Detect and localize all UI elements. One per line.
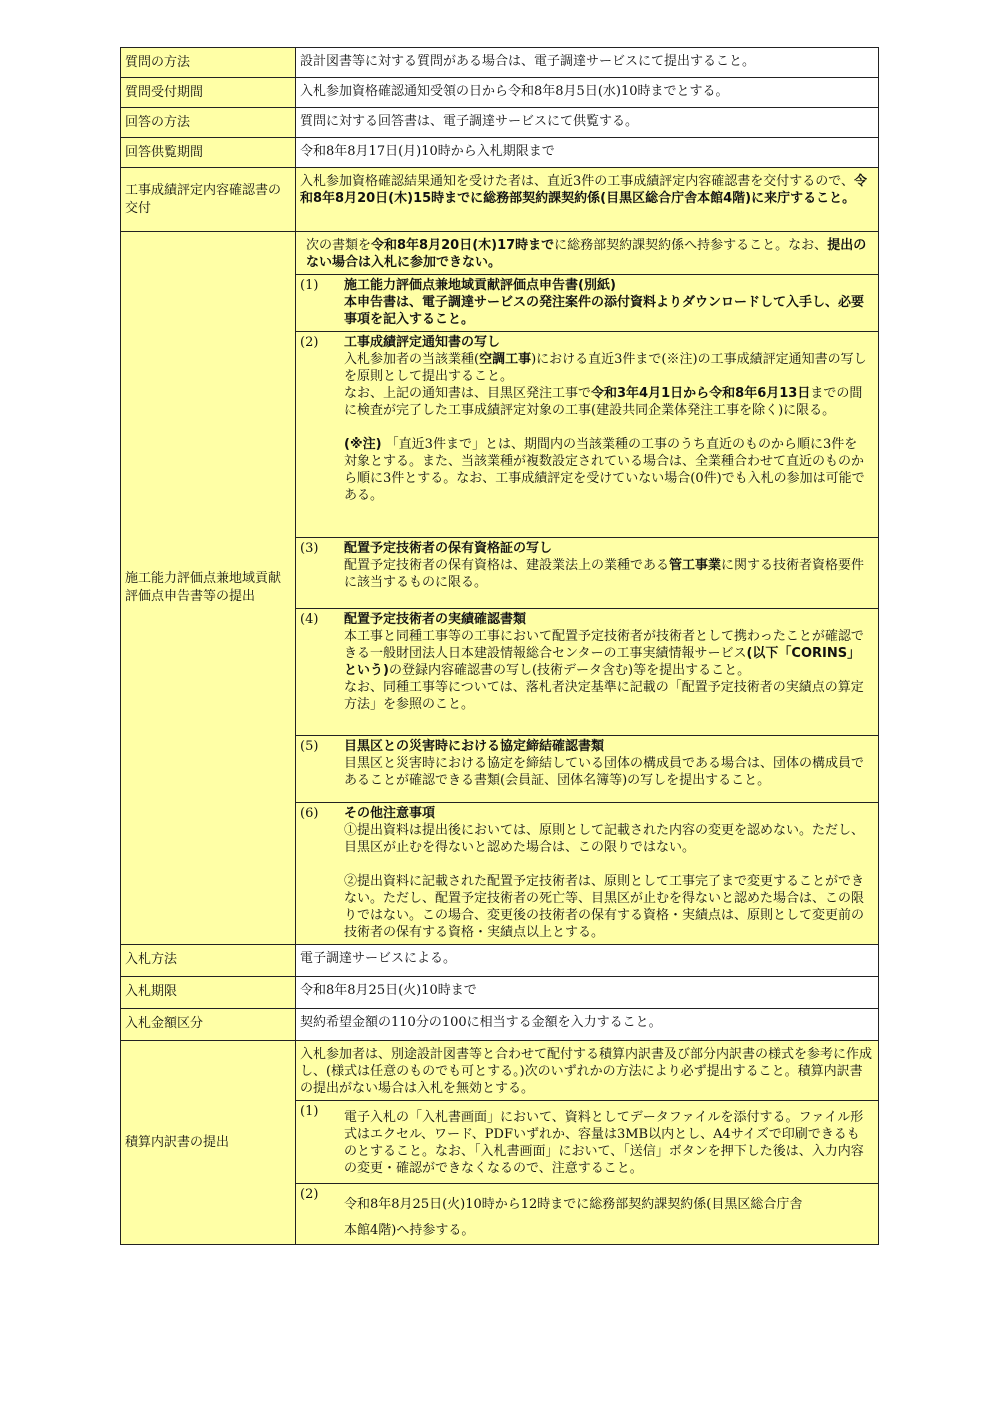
row-value: 令和8年8月17日(月)10時から入札期限まで: [296, 138, 879, 168]
sub-text: [344, 385, 870, 419]
eval-text: 入札参加資格確認結果通知を受けた者は、直近3件の工事成績評定内容確認書を交付するので、: [300, 174, 855, 189]
sub-item-5: [296, 735, 878, 802]
row-value: [296, 1041, 879, 1245]
text: )における直近3件まで(※注)の工事成績評定通知書の写しを原則として提出すること。: [344, 352, 867, 384]
sub-body: [344, 332, 878, 537]
row-answer-period: [121, 138, 879, 168]
row-question-period: [121, 78, 879, 108]
text: までの間に検査が完了した工事成績評定対象の工事(建設共同企業体発注工事を除く)に限る。: [344, 386, 863, 418]
row-value: [296, 168, 879, 232]
row-label: 質問受付期間: [121, 78, 296, 108]
sub-text: [344, 628, 870, 679]
row-value: 契約希望金額の110分の100に相当する金額を入力すること。: [296, 1009, 879, 1041]
row-label: 工事成績評定内容確認書の交付: [121, 168, 296, 232]
sub-title: 施工能力評価点兼地域貢献評価点申告書(別紙): [344, 278, 616, 293]
sub-number: (2): [300, 335, 319, 350]
intro-warning: 提出のない場合は入札に参加できない。: [306, 238, 867, 270]
sub-item-6: [296, 802, 878, 941]
sub-number: (3): [300, 541, 319, 556]
row-bid-method: [121, 945, 879, 977]
sub-note: [344, 436, 870, 504]
row-value: 設計図書等に対する質問がある場合は、電子調達サービスにて提出すること。: [296, 48, 879, 78]
sub-number: (2): [300, 1187, 319, 1202]
row-question-method: [121, 48, 879, 78]
sub-number: (6): [300, 806, 319, 821]
text: 配置予定技術者の保有資格は、建設業法上の業種である: [344, 558, 670, 573]
intro-deadline: 令和8年8月20日(木)17時まで: [371, 238, 555, 253]
row-estimate-submission: [121, 1041, 879, 1245]
text: 「直近3件まで」とは、期間内の当該業種の工事のうち直近のものから順に3件を対象とする。また、当該業種が複数設定されている場合は、全業種合わせて直近のものから順に3件とする。なお、工事成績評定を受けていない場合(0件)でも入札の参加は可能である。: [344, 437, 865, 503]
row-label: 積算内訳書の提出: [121, 1041, 296, 1245]
sub-text: 本申告書は、電子調達サービスの発注案件の添付資料よりダウンロードして入手し、必要事項を記入すること。: [344, 295, 865, 327]
emph: 管工事業: [669, 558, 722, 573]
row-answer-method: [121, 108, 879, 138]
sub-text: [344, 557, 870, 591]
sub-text: 令和8年8月25日(火)10時から12時までに総務部契約課契約係(目黒区総合庁舎: [344, 1197, 803, 1212]
sub-title: その他注意事項: [344, 806, 436, 821]
sub-title: 工事成績評定通知書の写し: [344, 335, 501, 350]
estimate-option-2: [296, 1183, 878, 1244]
row-sekou-submission: [121, 232, 879, 945]
row-value: [296, 232, 879, 945]
sub-text: ①提出資料は提出後においては、原則として記載された内容の変更を認めない。ただし、目黒区が止むを得ないと認めた場合は、この限りではない。: [344, 823, 865, 855]
row-value: 令和8年8月25日(火)10時まで: [296, 977, 879, 1009]
row-label: 入札方法: [121, 945, 296, 977]
sub-text: なお、同種工事等については、落札者決定基準に記載の「配置予定技術者の実績点の算定方法」を参照のこと。: [344, 680, 864, 712]
sub-body: [344, 803, 878, 941]
sub-body: [344, 538, 878, 608]
sekou-intro: [296, 232, 878, 274]
sub-item-4: [296, 608, 878, 735]
sub-title: 配置予定技術者の実績確認書類: [344, 612, 527, 627]
emph: 空調工事: [479, 352, 532, 367]
row-label: 回答の方法: [121, 108, 296, 138]
sub-text: ②提出資料に記載された配置予定技術者は、原則として工事完了まで変更することができない。ただし、配置予定技術者の死亡等、目黒区が止むを得ないと認めた場合は、この限りではない。この場合、変更後の技術者の保有する資格・実績点は、原則として変更前の技術者の保有する資格・実績点以上とする。: [344, 874, 865, 940]
sub-number: (4): [300, 612, 319, 627]
sub-number: (1): [300, 1104, 319, 1119]
sub-item-3: [296, 537, 878, 608]
text: に関する技術者資格要件に該当するものに限る。: [344, 558, 865, 590]
sub-text: 目黒区と災害時における協定を締結している団体の構成員である場合は、団体の構成員であることが確認できる書類(会員証、団体名簿等)の写しを提出すること。: [344, 756, 865, 788]
row-label: 施工能力評価点兼地域貢献評価点申告書等の提出: [121, 232, 296, 945]
sub-title: 配置予定技術者の保有資格証の写し: [344, 541, 553, 556]
text: 入札参加者の当該業種(: [344, 352, 480, 367]
emph: (以下「CORINS」という): [344, 646, 861, 678]
text: の登録内容確認書の写し(技術データ含む)等を提出すること。: [388, 663, 751, 678]
estimate-intro: 入札参加者は、別途設計図書等と合わせて配付する積算内訳書及び部分内訳書の様式を参考に作成し、(様式は任意のものでも可とする。)次のいずれかの方法により必ず提出すること。積算内訳書の提出がない場合は入札を無効とする。: [300, 1047, 873, 1096]
note-mark: (※注): [344, 437, 382, 452]
eval-deadline: 令和8年8月20日(木)15時までに総務部契約課契約係(目黒区総合庁舎本館4階)に来庁すること。: [300, 174, 868, 206]
sub-number: (1): [300, 278, 319, 293]
row-evaluation-issue: [121, 168, 879, 232]
sub-item-1: [296, 274, 878, 331]
estimate-option-1: [296, 1100, 878, 1183]
row-label: 回答供覧期間: [121, 138, 296, 168]
document: [120, 47, 879, 1245]
intro-text: 次の書類を: [306, 238, 372, 253]
row-bid-deadline: [121, 977, 879, 1009]
row-label: 質問の方法: [121, 48, 296, 78]
sub-body: [344, 736, 878, 802]
emph: 令和3年4月1日から令和8年6月13日: [591, 386, 811, 401]
text: 本工事と同種工事等の工事において配置予定技術者が技術者として携わったことが確認できる一般財団法人日本建設情報総合センターの工事実績情報サービス: [344, 629, 864, 661]
sub-title: 目黒区との災害時における協定締結確認書類: [344, 739, 605, 754]
sub-body: [344, 275, 878, 331]
sub-body: [344, 1184, 878, 1244]
sub-body: [344, 609, 878, 735]
sub-text: 電子入札の「入札書画面」において、資料としてデータファイルを添付する。ファイル形式はエクセル、ワード、PDFいずれか、容量は3MB以内とし、A4サイズで印刷できるものとすること。なお、「入札書画面」において、「送信」ボタンを押下した後は、入力内容の変更・確認ができなくなるので、注意すること。: [344, 1110, 864, 1176]
tender-info-table: [120, 47, 879, 1245]
sub-text: [344, 351, 870, 385]
sub-number: (5): [300, 739, 319, 754]
row-value: 入札参加資格確認通知受領の日から令和8年8月5日(水)10時までとする。: [296, 78, 879, 108]
sub-text: 本館4階)へ持参する。: [344, 1223, 475, 1238]
row-label: 入札金額区分: [121, 1009, 296, 1041]
sub-item-2: [296, 331, 878, 537]
row-bid-amount: [121, 1009, 879, 1041]
intro-text: に総務部契約課契約係へ持参すること。なお、: [554, 238, 828, 253]
row-label: 入札期限: [121, 977, 296, 1009]
row-value: 質問に対する回答書は、電子調達サービスにて供覧する。: [296, 108, 879, 138]
row-value: 電子調達サービスによる。: [296, 945, 879, 977]
text: なお、上記の通知書は、目黒区発注工事で: [344, 386, 592, 401]
